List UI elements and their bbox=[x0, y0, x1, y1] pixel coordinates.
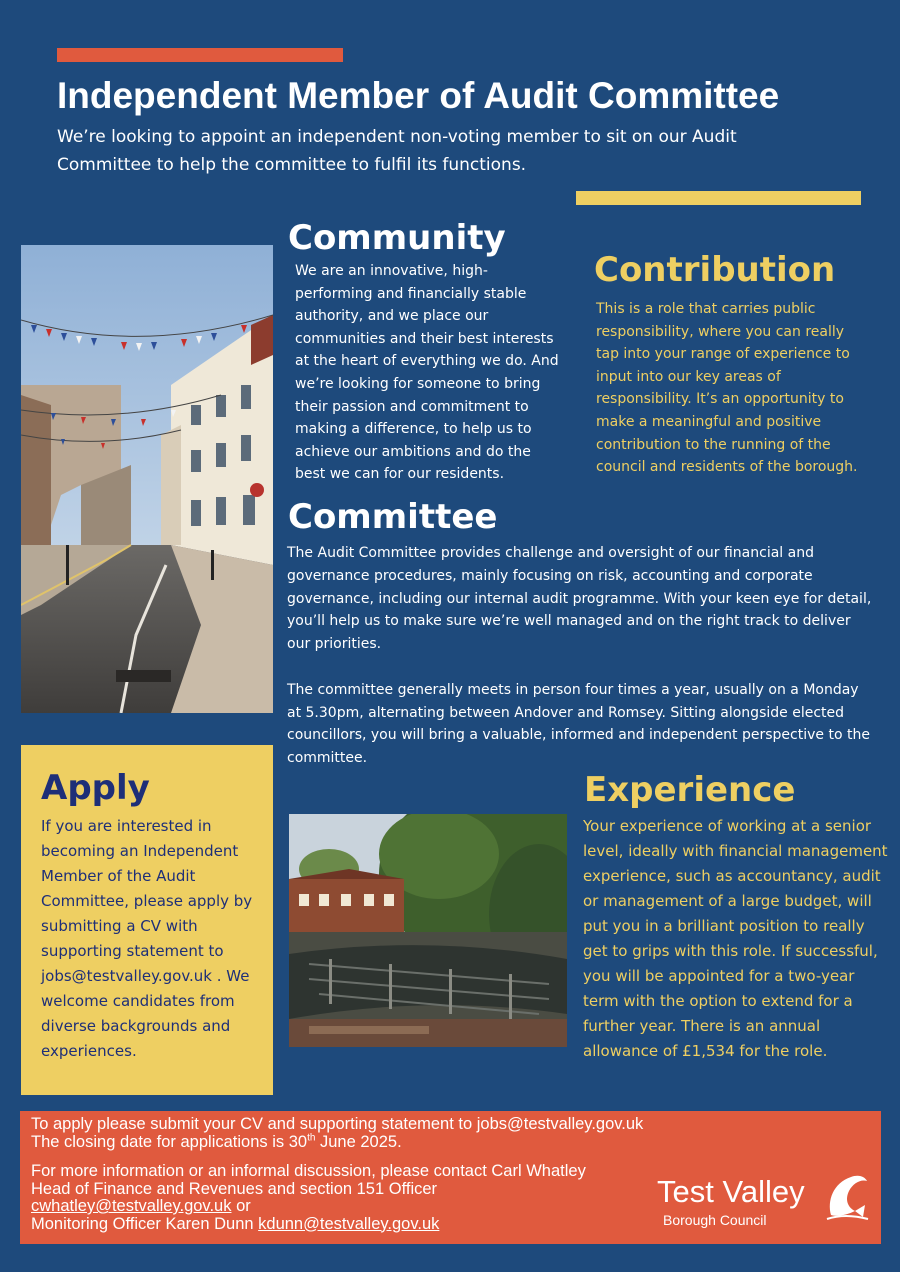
closing-date-month: June 2025. bbox=[315, 1132, 402, 1151]
footer-contact-line: For more information or an informal discussion, please contact Carl Whatley bbox=[31, 1162, 586, 1180]
experience-heading: Experience bbox=[584, 770, 796, 810]
email-or-text: or bbox=[231, 1197, 251, 1215]
red-accent-bar bbox=[57, 48, 343, 62]
closing-date-ordinal: th bbox=[307, 1132, 316, 1143]
committee-heading: Committee bbox=[288, 497, 498, 537]
closing-date-text: The closing date for applications is 30 bbox=[31, 1132, 308, 1151]
fish-icon bbox=[825, 1171, 870, 1221]
experience-body: Your experience of working at a senior level, ideally with financial management experience, such as accountancy, audit or management of a large budget, will put you in a brilliant position to really get to grips with this role. If successful, you will be appointed for a two-year term with the option to extend for a further year. There is an annual allowance of £1,534 for the role. bbox=[583, 817, 888, 1060]
yellow-accent-bar bbox=[576, 191, 861, 205]
footer-text bbox=[31, 1116, 671, 1233]
contribution-heading: Contribution bbox=[594, 250, 836, 290]
intro-line-1: We’re looking to appoint an independent non-voting member to sit on our Audit bbox=[57, 127, 737, 147]
kdunn-email-link[interactable]: kdunn@testvalley.gov.uk bbox=[258, 1214, 440, 1233]
committee-body bbox=[287, 542, 877, 770]
contribution-body: This is a role that carries public responsibility, where you can really tap into your range of experience to input into our key areas of responsibility. It’s an opportunity to make a meaningful and positive contribution to the running of the council and residents of the borough. bbox=[596, 301, 858, 476]
footer-contact-role: Head of Finance and Revenues and section 151 Officer bbox=[31, 1179, 438, 1198]
test-valley-logo bbox=[657, 1175, 872, 1235]
community-body: We are an innovative, high-performing and financially stable authority, and we place our communities and their best interests at the heart of everything we do. And we’re looking for someone to bring their passion and commitment to making a difference, to help us to achieve our ambitions and do the best we can for our residents. bbox=[295, 263, 559, 483]
river-photo bbox=[289, 814, 567, 1047]
intro-line-2: Committee to help the committee to fulfil its functions. bbox=[57, 155, 527, 175]
footer-closing-date bbox=[31, 1134, 671, 1152]
logo-subtitle: Borough Council bbox=[663, 1212, 767, 1228]
community-heading: Community bbox=[288, 218, 506, 258]
footer-monitoring-line bbox=[31, 1216, 671, 1234]
footer-apply-line: To apply please submit your CV and supporting statement to jobs@testvalley.gov.uk bbox=[31, 1115, 644, 1133]
street-photo bbox=[21, 245, 273, 713]
apply-heading: Apply bbox=[41, 768, 150, 808]
intro-text bbox=[57, 123, 837, 179]
committee-paragraph-2: The committee generally meets in person four times a year, usually on a Monday at 5.30pm, alternating between Andover and Romsey. Sitting alongside elected councillors, you will bring a valuable, informed and independent perspective to the committee. bbox=[287, 681, 870, 767]
committee-paragraph-1: The Audit Committee provides challenge and oversight of our financial and governance procedures, mainly focusing on risk, accounting and corporate governance, including our internal audit programme. With your keen eye for detail, you’ll help us to make sure we’re well managed and on the right track to deliver our priorities. bbox=[287, 545, 872, 653]
footer-email-line bbox=[31, 1198, 671, 1216]
monitoring-officer-text: Monitoring Officer Karen Dunn bbox=[31, 1214, 259, 1233]
page-title: Independent Member of Audit Committee bbox=[57, 75, 780, 116]
cwhatley-email-link[interactable]: cwhatley@testvalley.gov.uk bbox=[31, 1197, 232, 1215]
logo-name: Test Valley bbox=[657, 1174, 805, 1209]
apply-body: If you are interested in becoming an Independent Member of the Audit Committee, please apply by submitting a CV with supporting statement to jobs@testvalley.gov.uk . We welcome candidates from diverse backgrounds and experiences. bbox=[41, 817, 253, 1060]
